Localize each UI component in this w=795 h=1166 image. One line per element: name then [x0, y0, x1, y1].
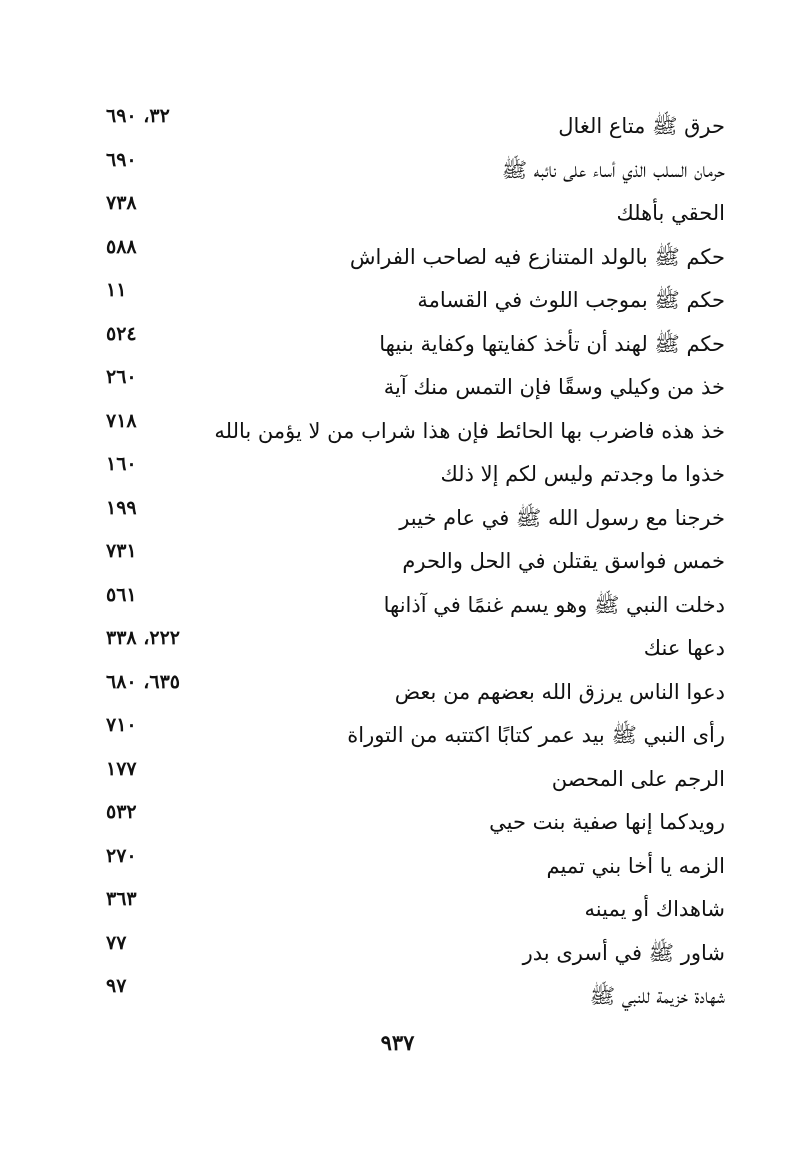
entry-title: حرق ﷺ متاع الغال	[558, 114, 725, 138]
entry-title: حكم ﷺ بالولد المتنازع فيه لصاحب الفراش	[349, 244, 725, 269]
index-entry	[100, 539, 725, 583]
index-entry	[100, 931, 725, 975]
index-entry	[100, 191, 725, 235]
index-entry	[100, 757, 725, 801]
index-entry	[100, 974, 725, 1018]
hadith-index-list	[100, 104, 725, 1018]
entry-page-refs: ٥٦١	[106, 583, 137, 606]
index-entry	[100, 887, 725, 931]
entry-title: رويدكما إنها صفية بنت حيي	[489, 810, 725, 834]
entry-page-refs: ٦٩٠	[106, 148, 137, 171]
index-entry	[100, 278, 725, 322]
entry-page-refs: ٣٢، ٦٩٠	[106, 105, 170, 127]
entry-page-refs: ٥٣٢	[106, 801, 137, 823]
index-entry	[100, 235, 725, 279]
entry-page-refs: ٢٧٠	[106, 844, 137, 867]
index-entry	[100, 583, 725, 627]
entry-page-refs: ١٩٩	[106, 496, 137, 519]
entry-page-refs: ٣٦٣	[106, 888, 137, 910]
entry-title: الرجم على المحصن	[551, 766, 725, 791]
index-entry	[100, 713, 725, 757]
index-entry	[100, 365, 725, 409]
entry-title: خمس فواسق يقتلن في الحل والحرم	[402, 549, 725, 573]
entry-title: شاور ﷺ في أسرى بدر	[522, 940, 725, 965]
entry-page-refs: ٧٣١	[106, 540, 137, 562]
index-entry	[100, 670, 725, 714]
entry-page-refs: ٧٣٨	[106, 192, 137, 214]
entry-page-refs: ٥٨٨	[106, 235, 137, 258]
entry-page-refs: ١٧٧	[106, 757, 137, 780]
entry-page-refs: ١٦٠	[106, 453, 137, 475]
entry-title: خذ من وكيلي وسقًا فإن التمس منك آية	[383, 375, 725, 399]
index-entry	[100, 844, 725, 888]
entry-title: الحقي بأهلك	[616, 201, 725, 225]
index-entry	[100, 148, 725, 192]
entry-page-refs: ٧٧	[106, 931, 127, 954]
entry-title: شاهداك أو يمينه	[584, 897, 725, 921]
entry-title: الزمه يا أخا بني تميم	[546, 853, 725, 878]
entry-title: شهادة خزيمة للنبي ﷺ	[589, 984, 725, 1008]
index-entry	[100, 496, 725, 540]
entry-page-refs: ٢٦٠	[106, 366, 137, 388]
entry-page-refs: ٧١٨	[106, 409, 137, 432]
entry-title: حرمان السلب الذي أساء على نائبه ﷺ	[501, 157, 725, 182]
entry-page-refs: ٥٢٤	[106, 322, 137, 345]
index-entry	[100, 800, 725, 844]
entry-page-refs: ٢٢٢، ٣٣٨	[106, 627, 180, 649]
entry-page-refs: ١١	[106, 279, 127, 301]
index-entry	[100, 626, 725, 670]
entry-title: خذوا ما وجدتم وليس لكم إلا ذلك	[440, 462, 725, 486]
entry-title: حكم ﷺ بموجب اللوث في القسامة	[417, 288, 725, 312]
entry-page-refs: ٩٧	[106, 975, 127, 997]
index-entry	[100, 452, 725, 496]
entry-page-refs: ٦٣٥، ٦٨٠	[106, 670, 180, 693]
entry-title: خذ هذه فاضرب بها الحائط فإن هذا شراب من لا يؤمن بالله	[214, 418, 725, 443]
entry-title: حكم ﷺ لهند أن تأخذ كفايتها وكفاية بنيها	[379, 331, 725, 356]
entry-title: دعها عنك	[643, 636, 725, 660]
entry-title: خرجنا مع رسول الله ﷺ في عام خيبر	[399, 505, 725, 530]
index-entry	[100, 322, 725, 366]
entry-page-refs: ٧١٠	[106, 714, 137, 736]
entry-title: دعوا الناس يرزق الله بعضهم من بعض	[394, 679, 725, 704]
index-entry	[100, 104, 725, 148]
entry-title: رأى النبي ﷺ بيد عمر كتابًا اكتتبه من التوراة	[347, 723, 725, 747]
index-entry	[100, 409, 725, 453]
page-number: ٩٣٧	[380, 1030, 415, 1055]
entry-title: دخلت النبي ﷺ وهو يسم غنمًا في آذانها	[383, 592, 725, 617]
